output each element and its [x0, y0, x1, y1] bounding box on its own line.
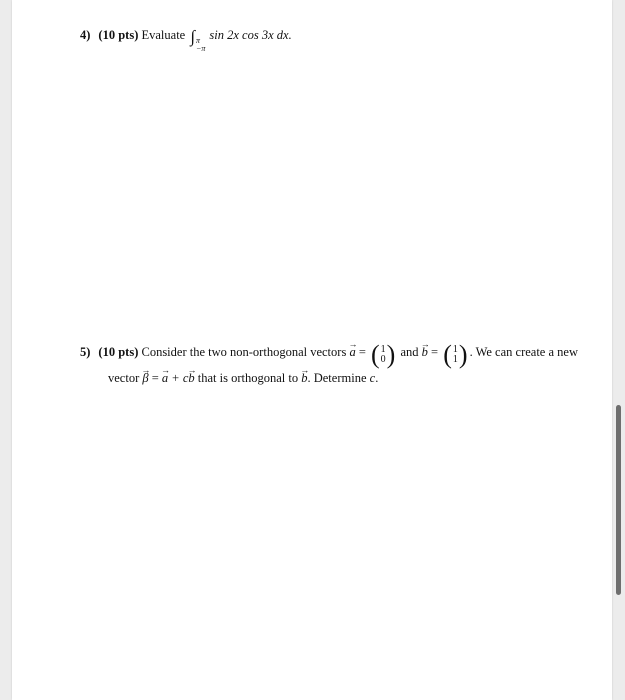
integral-sign: ∫ — [190, 27, 196, 46]
problem-4 — [80, 25, 292, 53]
right-paren: ) — [458, 340, 468, 369]
problem-5-number: 5) — [80, 345, 91, 359]
problem-4-intro: Evaluate — [141, 28, 186, 42]
vector-b-inline: → b — [188, 368, 194, 388]
vector-b: → b — [422, 342, 428, 362]
integrand: sin 2x cos 3x dx. — [209, 28, 292, 42]
problem-5-points: (10 pts) — [98, 345, 139, 359]
plus-c: + c — [168, 371, 189, 385]
determine-text: . Determine — [307, 371, 370, 385]
equals-sign: = — [151, 371, 162, 385]
vector-a-inline: → a — [162, 368, 168, 388]
problem-4-number: 4) — [80, 28, 91, 42]
variable-c: c — [369, 371, 376, 385]
vector-a-entry-1: 1 — [380, 344, 386, 355]
problem-5-text-1: Consider the two non-orthogonal vectors — [141, 345, 347, 359]
left-paren: ( — [443, 340, 452, 369]
right-paren: ) — [386, 340, 396, 369]
orthogonal-text: that is orthogonal to — [194, 371, 302, 385]
document-page — [12, 0, 612, 700]
vector-b-column — [443, 342, 467, 368]
integral-limits — [196, 37, 205, 53]
vector-a: → a — [349, 342, 355, 362]
vector-b-entries — [453, 345, 458, 365]
scrollbar-thumb[interactable] — [616, 405, 621, 595]
problem-5-text-2: . We can create a new — [469, 345, 578, 359]
integral-lower-limit: −π — [196, 44, 206, 53]
vector-a-entries — [381, 345, 386, 365]
vector-beta: → β — [142, 368, 148, 388]
integral-upper-limit: π — [196, 36, 201, 45]
vector-a-column — [371, 342, 395, 368]
problem-5: 5) (10 pts) Consider the two non-orthogonal vectors → a = ( 1 0 ) and → b = ( 1 1 ) . We can create a new vector → β = → a + c→ b that is orthogonal to → b. Determine c. — [80, 342, 578, 388]
vector-a-entry-2: 0 — [380, 354, 386, 365]
problem-4-points: (10 pts) — [98, 28, 139, 42]
vector-b-entry-1: 1 — [452, 344, 458, 355]
vector-b-inline-2: → b — [301, 368, 307, 388]
final-period: . — [375, 371, 379, 385]
problem-5-and: and — [400, 345, 419, 359]
vector-word: vector — [108, 371, 140, 385]
vector-b-entry-2: 1 — [452, 354, 458, 365]
left-paren: ( — [371, 340, 380, 369]
problem-5-line-2 — [108, 368, 578, 388]
